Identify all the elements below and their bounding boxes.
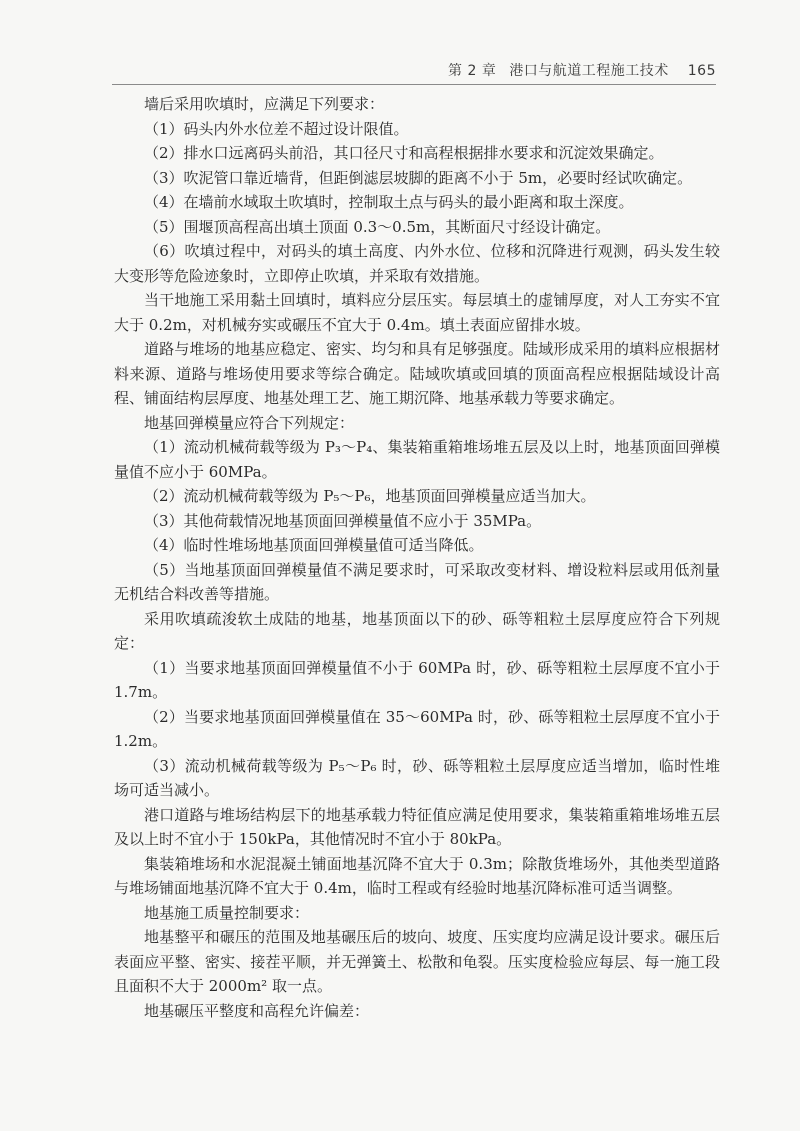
paragraph: （5）围堰顶高程高出填土顶面 0.3～0.5m，其断面尺寸经设计确定。 — [144, 217, 611, 236]
page-number: 165 — [687, 63, 716, 79]
page-header — [0, 0, 800, 90]
paragraph: （1）码头内外水位差不超过设计限值。 — [144, 119, 409, 138]
paragraph: （3）吹泥管口靠近墙背，但距倒滤层坡脚的距离不小于 5m，必要时经试吹确定。 — [144, 168, 693, 187]
header-rule — [112, 84, 716, 85]
paragraph: 地基回弹模量应符合下列规定： — [144, 413, 355, 432]
paragraph: （5）当地基顶面回弹模量值不满足要求时，可采取改变材料、增设粒料层或用低剂量无机结合料改善等措施。 — [114, 560, 720, 603]
paragraph: 道路与堆场的地基应稳定、密实、均匀和具有足够强度。陆域形成采用的填料应根据材料来源、道路与堆场使用要求等综合确定。陆域吹填或回填的顶面高程应根据陆域设计高程、铺面结构层厚度、地基处理工艺、施工期沉降、地基承载力等要求确定。 — [114, 340, 720, 407]
paragraph: 地基碾压平整度和高程允许偏差： — [144, 1001, 370, 1020]
paragraph: 墙后采用吹填时，应满足下列要求： — [144, 95, 385, 113]
paragraph: （6）吹填过程中，对码头的填土高度、内外水位、位移和沉降进行观测，码头发生较大变形等危险迹象时，立即停止吹填，并采取有效措施。 — [114, 242, 720, 285]
paragraph: （4）临时性堆场地基顶面回弹模量值可适当降低。 — [144, 536, 484, 554]
paragraph: （4）在墙前水域取土吹填时，控制取土点与码头的最小距离和取土深度。 — [144, 193, 634, 211]
paragraph: 地基施工质量控制要求： — [144, 903, 310, 922]
paragraph: 港口道路与堆场结构层下的地基承载力特征值应满足使用要求，集装箱重箱堆场堆五层及以上时不宜小于 150kPa，其他情况时不宜小于 80kPa。 — [114, 805, 720, 848]
running-head — [448, 60, 716, 80]
paragraph: （3）流动机械荷载等级为 P₅～P₆ 时，砂、砾等粗粒土层厚度应适当增加，临时性堆场可适当减小。 — [114, 756, 720, 799]
paragraph: 地基整平和碾压的范围及地基碾压后的坡向、坡度、压实度均应满足设计要求。碾压后表面应平整、密实、接茬平顺，并无弹簧土、松散和龟裂。压实度检验应每层、每一施工段且面积不大于 2000m² 取一点。 — [114, 928, 720, 995]
body-text — [114, 92, 720, 1023]
paragraph: （3）其他荷载情况地基顶面回弹模量值不应小于 35MPa。 — [144, 511, 542, 530]
paragraph: （1）当要求地基顶面回弹模量值不小于 60MPa 时，砂、砾等粗粒土层厚度不宜小于 1.7m。 — [114, 658, 720, 701]
paragraph: （2）排水口远离码头前沿，其口径尺寸和高程根据排水要求和沉淀效果确定。 — [144, 144, 664, 162]
paragraph: （2）当要求地基顶面回弹模量值在 35～60MPa 时，砂、砾等粗粒土层厚度不宜小于 1.2m。 — [114, 707, 720, 750]
paragraph: （1）流动机械荷载等级为 P₃～P₄、集装箱重箱堆场堆五层及以上时，地基顶面回弹模量值不应小于 60MPa。 — [114, 438, 720, 481]
paragraph: 采用吹填疏浚软土成陆的地基，地基顶面以下的砂、砾等粗粒土层厚度应符合下列规定： — [114, 609, 720, 652]
paragraph: 集装箱堆场和水泥混凝土铺面地基沉降不宜大于 0.3m；除散货堆场外，其他类型道路与堆场铺面地基沉降不宜大于 0.4m，临时工程或有经验时地基沉降标准可适当调整。 — [114, 854, 720, 897]
paragraph: （2）流动机械荷载等级为 P₅～P₆，地基顶面回弹模量应适当加大。 — [144, 487, 596, 505]
chapter-title: 港口与航道工程施工技术 — [509, 63, 669, 79]
paragraph: 当干地施工采用黏土回填时，填料应分层压实。每层填土的虚铺厚度，对人工夯实不宜大于 0.2m，对机械夯实或碾压不宜大于 0.4m。填土表面应留排水坡。 — [114, 291, 720, 334]
chapter-label: 第 2 章 — [448, 63, 497, 79]
